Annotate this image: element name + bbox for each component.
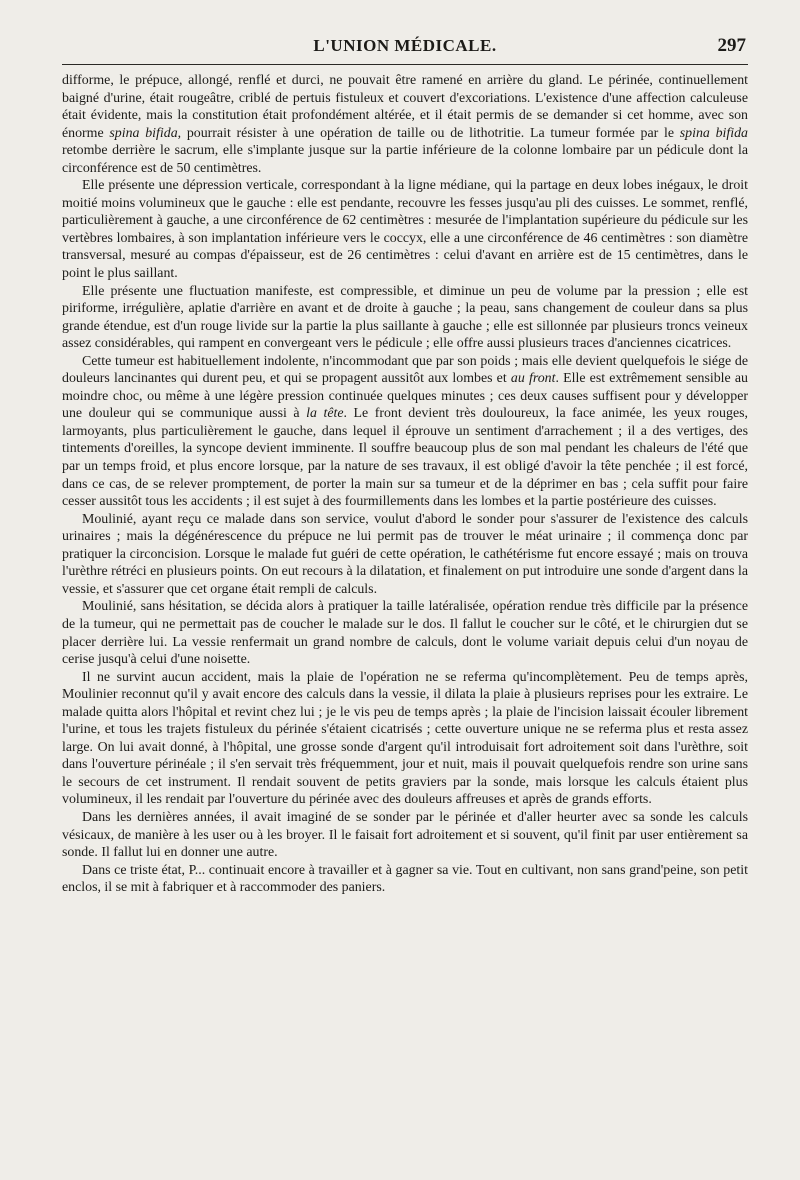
paragraph [62,353,748,511]
running-head: L'UNION MÉDICALE. [313,36,497,55]
article-body [62,72,748,897]
text-run: . Elle est extrêmement sensible au moindre choc, ou même à une légère pression continuée quelques minutes ; ces deux causes suffisent pour y développer une douleur qui se communique aussi à [62,371,748,422]
text-run: retombe derrière le sacrum, elle s'implante jusque sur la partie inférieure de la colonne lombaire par un pédicule dont la circonférence est de 50 centimètres. [62,143,748,176]
text-run: Il ne survint aucun accident, mais la plaie de l'opération ne se referma qu'incomplètement. Peu de temps après, Moulinier reconnut qu'il y avait encore des calculs dans la vessie, il dilata la plaie à plusieurs reprises pour les extraire. Le malade quitta alors l'hôpital et revint chez lui ; je le vis peu de temps après ; la plaie de l'incision laissait écouler librement l'urine, et tous les trajets fistuleux du périnée s'étaient cicatrisés ; cette ouverture unique ne se referma plus et resta assez large. On lui avait donné, à l'hôpital, une grosse sonde d'argent qu'il introduisait fort adroitement soit dans l'urèthre, soit dans l'ouverture périnéale ; il s'en servait très fréquemment, jour et nuit, mais il pouvait quelquefois rendre son urine sans le secours de cet instrument. Il rendait souvent de petits graviers par la sonde, mais lorsque les calculs étaient plus volumineux, il les rendait par l'ouverture du périnée avec des douleurs affreuses et après de grands efforts. [62,669,748,808]
italic-text: au front [510,371,556,387]
paragraph [62,598,748,668]
italic-text: spina bifida [679,125,748,141]
paragraph [62,669,748,809]
italic-text: spina bifida [109,125,178,141]
paragraph [62,511,748,599]
page-number: 297 [717,35,746,56]
page-header [62,34,748,65]
italic-text: la tête [306,406,344,422]
text-run: Dans les dernières années, il avait imaginé de se sonder par le périnée et d'aller heurter avec sa sonde les calculs vésicaux, de manière à les user ou à les broyer. Il le faisait fort adroitement et si souvent, qu'il finit par user entièrement sa sonde. Il fallut lui en donner une autre. [62,809,748,861]
paragraph [62,72,748,177]
text-run: Cette tumeur est habituellement indolente, n'incommodant que par son poids ; mais elle devient quelquefois le siége de douleurs lancinantes qui durent peu, et qui se propagent aussitôt aux lombes et [62,353,748,387]
text-run: Moulinié, sans hésitation, se décida alors à pratiquer la taille latéralisée, opération rendue très difficile par la présence de la tumeur, qui ne permettait pas de coucher le malade sur le dos. Il fallut le coucher sur le côté, et le chirurgien dut se placer derrière lui. La vessie renfermait un grand nombre de calculs, dont le volume variait depuis celui d'un noyau de cerise jusqu'à celui d'une noisette. [62,599,748,668]
text-run: , pourrait résister à une opération de taille ou de lithotritie. La tumeur formée par le [177,125,680,141]
text-run: Moulinié, ayant reçu ce malade dans son service, voulut d'abord le sonder pour s'assurer de l'existence des calculs urinaires ; mais la dégénérescence du prépuce ne lui permit pas de trouver le méat urinaire ; il commença donc par pratiquer la circoncision. Lorsque le malade fut guéri de cette opération, le cathétérisme fut encore essayé ; mais on trouva l'urèthre rétréci en plusieurs points. On eut recours à la dilatation, et finalement on put introduire une sonde d'argent dans la vessie, et s'assurer que cet organe était rempli de calculs. [62,511,748,597]
text-run: difforme, le prépuce, allongé, renflé et durci, ne pouvait être ramené en arrière du gland. Le périnée, continuellement baigné d'urine, était rougeâtre, criblé de pertuis fistuleux et couvert d'excoriations. L'existence d'une affection calculeuse était évidente, mais la constitution était profondément altérée, et il était permis de se demander si cet homme, avec son énorme [62,73,748,141]
text-run: . Le front devient très douloureux, la face animée, les yeux rouges, larmoyants, plus particulièrement le gauche, dans lequel il éprouve un sentiment d'arrachement ; il a des vertiges, des tintements d'oreilles, la syncope devient imminente. Il souffre beaucoup plus de son mal pendant les chaleurs de l'été que par un temps froid, et plus encore lorsque, par la nature de ses travaux, il est obligé d'avoir la tête penchée ; il est forcé, dans ce cas, de se relever promptement, de porter la main sur sa tumeur et de la déprimer en bas ; cela suffit pour faire cesser aussitôt tous les accidents ; il est sujet à des fourmillements dans les lombes et la partie postérieure des cuisses. [62,406,748,510]
text-run: Elle présente une dépression verticale, correspondant à la ligne médiane, qui la partage en deux lobes inégaux, le droit moitié moins volumineux que le gauche : elle est pendante, recouvre les fesses jusqu'au pli des cuisses. Le sommet, renflé, particulièrement à gauche, a une circonférence de 62 centimètres : mesurée de l'implantation supérieure du pédicule sur les vertèbres lombaires, à son implantation inférieure vers le coccyx, elle a une circonférence de 46 centimètres : son diamètre transversal, mesuré au compas d'épaisseur, est de 26 centimètres : celui d'avant en arrière est de 15 centimètres, dans le point le plus saillant. [62,178,748,282]
paragraph [62,177,748,282]
paragraph [62,283,748,353]
text-run: Elle présente une fluctuation manifeste, est compressible, et diminue un peu de volume par la pression ; elle est piriforme, irrégulière, aplatie d'arrière en avant et de droite à gauche ; la peau, sans changement de couleur dans sa plus grande étendue, est d'un rouge livide sur la partie la plus saillante à gauche ; elle est sillonnée par plusieurs troncs veineux assez considérables, qui rampent en convergeant vers le pédicule ; elle offre aussi plusieurs traces d'anciennes cicatrices. [62,283,748,352]
text-run: Dans ce triste état, P... continuait encore à travailler et à gagner sa vie. Tout en cultivant, non sans grand'peine, son petit enclos, il se mit à fabriquer et à raccommoder des paniers. [62,862,748,896]
paragraph [62,809,748,862]
paragraph [62,862,748,897]
